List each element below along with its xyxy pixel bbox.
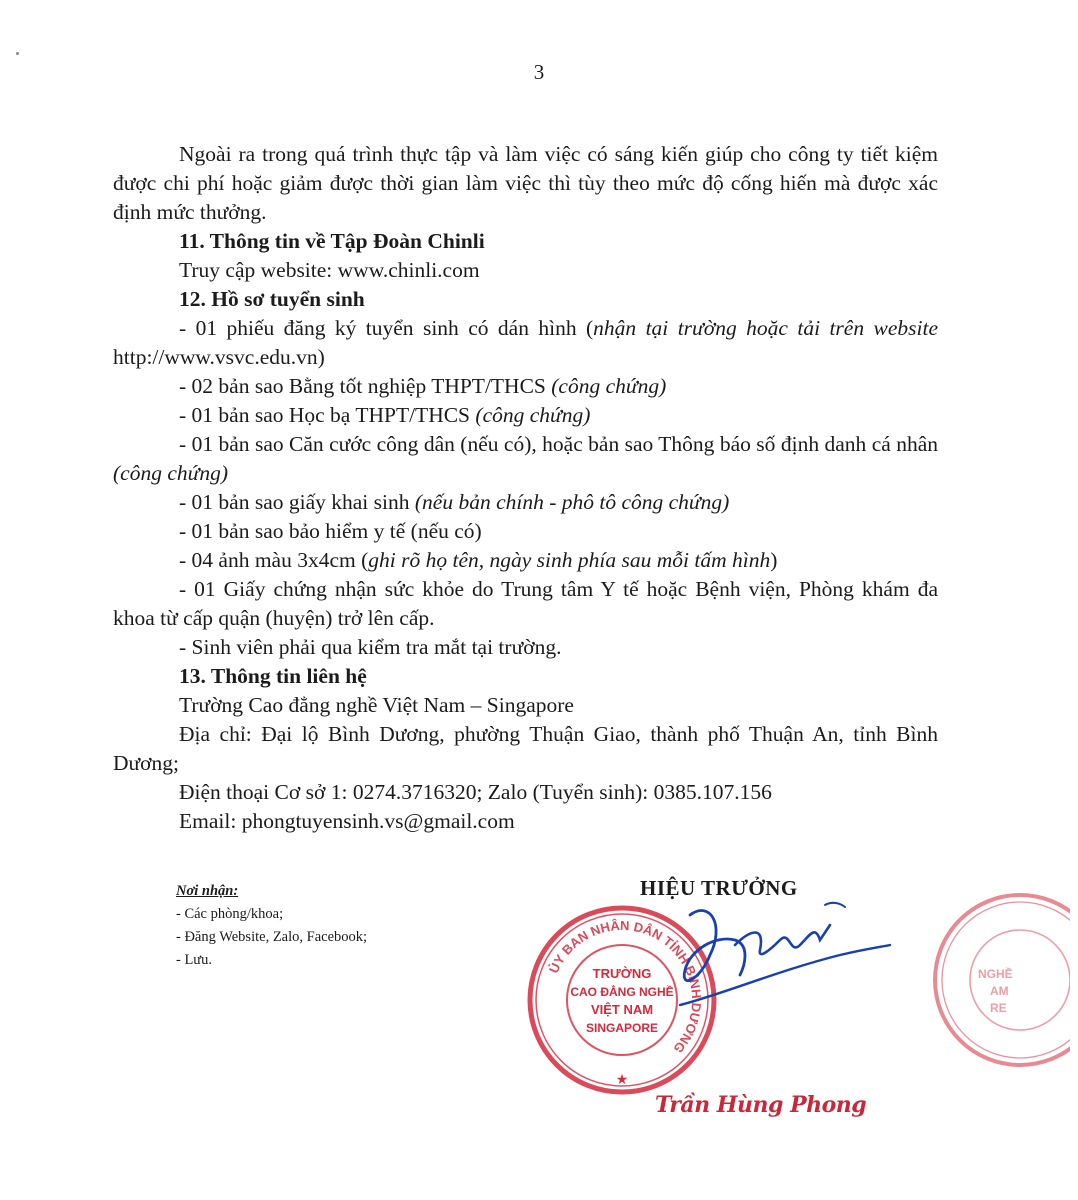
list-item-text: - 01 phiếu đăng ký tuyển sinh có dán hình ( (179, 316, 594, 340)
section-13-heading: 13. Thông tin liên hệ (179, 664, 367, 688)
svg-text:AM: AM (990, 984, 1009, 998)
recipients-block (176, 880, 367, 972)
recipients-title: Nơi nhận: (176, 883, 239, 899)
seal-ring-text: ỦY BAN NHÂN DÂN TỈNH BÌNH DƯƠNG (545, 917, 705, 1057)
contact-school-name: Trường Cao đẳng nghề Việt Nam – Singapore (179, 693, 574, 717)
intro-paragraph: Ngoài ra trong quá trình thực tập và làm việc có sáng kiến giúp cho công ty tiết kiệm được chi phí hoặc giảm được thời gian làm việc thì tùy theo mức độ cống hiến mà được xác định mức thưởng. (113, 142, 938, 224)
list-item-eye-check: - Sinh viên phải qua kiểm tra mắt tại trường. (179, 635, 562, 659)
seal-line: TRƯỜNG (592, 966, 652, 981)
scan-speck (16, 52, 19, 55)
document-body (113, 140, 938, 836)
svg-text:NGHỀ: NGHỀ (978, 967, 1013, 981)
list-item-health-certificate: - 01 Giấy chứng nhận sức khỏe do Trung tâm Y tế hoặc Bệnh viện, Phòng khám đa khoa từ cấp quận (huyện) trở lên cấp. (113, 577, 938, 630)
list-item-text: - 01 bản sao Học bạ THPT/THCS (179, 403, 476, 427)
seal-line: CAO ĐẲNG NGHỀ (570, 985, 674, 999)
partial-seal (930, 880, 1070, 1080)
list-item-note: nhận tại trường hoặc tải trên website (593, 316, 938, 340)
contact-email: Email: phongtuyensinh.vs@gmail.com (179, 809, 515, 833)
list-item-id-card (113, 430, 938, 488)
list-item-text: - 01 bản sao Căn cước công dân (nếu có), hoặc bản sao Thông báo số định danh cá nhân (179, 432, 938, 456)
list-item-diploma (113, 372, 938, 401)
list-item-note: (nếu bản chính - phô tô công chứng) (414, 490, 730, 514)
section-12-heading: 12. Hồ sơ tuyển sinh (179, 287, 365, 311)
list-item-note: (công chứng) (113, 461, 229, 485)
list-item-birth-certificate (113, 488, 938, 517)
list-item-text: - 02 bản sao Bằng tốt nghiệp THPT/THCS (179, 374, 552, 398)
page-number: 3 (533, 60, 545, 84)
handwritten-signature (640, 895, 900, 1035)
recipient-item: - Đăng Website, Zalo, Facebook; (176, 929, 368, 945)
list-item-registration-form (113, 314, 938, 372)
seal-line: SINGAPORE (585, 1021, 659, 1035)
section-11-website: Truy cập website: www.chinli.com (179, 258, 480, 282)
list-item-transcript (113, 401, 938, 430)
list-item-note: ghi rõ họ tên, ngày sinh phía sau mỗi tấm hình (368, 548, 771, 572)
contact-address: Địa chỉ: Đại lộ Bình Dương, phường Thuận Giao, thành phố Thuận An, tỉnh Bình Dương; (113, 722, 938, 775)
svg-text:★: ★ (615, 1073, 629, 1088)
list-item-photos (113, 546, 938, 575)
contact-phone: Điện thoại Cơ sở 1: 0274.3716320; Zalo (Tuyển sinh): 0385.107.156 (179, 780, 772, 804)
recipient-item: - Lưu. (176, 952, 213, 968)
list-item-health-insurance: - 01 bản sao bảo hiểm y tế (nếu có) (179, 519, 482, 543)
signature-title: HIỆU TRƯỞNG (640, 876, 798, 900)
list-item-text: - 04 ảnh màu 3x4cm ( (179, 548, 369, 572)
recipient-item: - Các phòng/khoa; (176, 906, 284, 922)
svg-text:RE: RE (990, 1001, 1007, 1015)
signer-name: Trần Hùng Phong (655, 1092, 867, 1118)
list-item-note: (công chứng) (551, 374, 667, 398)
list-item-text: ) (770, 548, 778, 572)
list-item-text: http://www.vsvc.edu.vn) (113, 345, 325, 369)
seal-line: VIỆT NAM (590, 1002, 654, 1017)
list-item-text: - 01 bản sao giấy khai sinh (179, 490, 415, 514)
section-11-heading: 11. Thông tin về Tập Đoàn Chinli (179, 229, 485, 253)
list-item-note: (công chứng) (475, 403, 591, 427)
